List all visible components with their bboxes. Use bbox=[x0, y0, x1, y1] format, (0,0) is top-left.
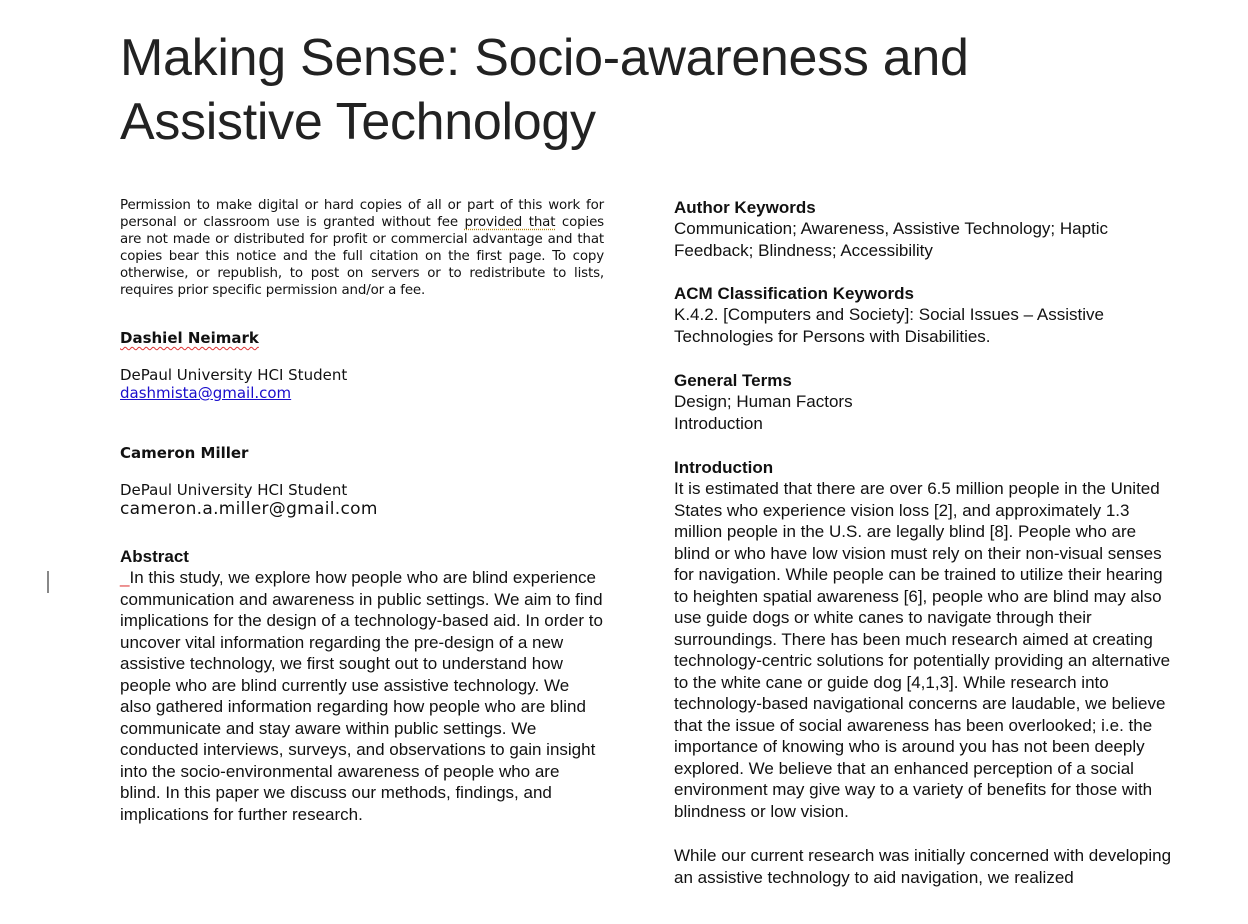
paper-title bbox=[120, 26, 1020, 154]
author-2-affiliation: DePaul University HCI Student bbox=[120, 481, 348, 499]
author-2-name: Cameron Miller bbox=[120, 444, 249, 462]
text-cursor-marker bbox=[47, 571, 49, 593]
acm-keywords-body: K.4.2. [Computers and Society]: Social Issues – Assistive Technologies for Persons with Disabilities. bbox=[674, 305, 1104, 346]
author-1-email-link[interactable]: dashmista@gmail.com bbox=[120, 384, 292, 402]
author-1-affiliation: DePaul University HCI Student bbox=[120, 366, 348, 384]
abstract-marker: _ bbox=[120, 568, 130, 587]
title-line-2: Assistive Technology bbox=[120, 93, 596, 151]
introduction-paragraph-1: It is estimated that there are over 6.5 million people in the United States who experience vision loss [2], and approximately 1.3 million people in the U.S. are legally blind [8]. People who are blind or who have low vision must rely on their non-visual senses for navigation. While people can be trained to utilize their hearing to heighten spatial awareness [6], people who are blind may also use guide dogs or white canes to navigate through their surroundings. There has been much research aimed at creating technology-centric solutions for potentially providing an alternative to the white cane or guide dog [4,1,3]. While research into technology-based navigational concerns are laudable, we believe that the issue of social awareness has been overlooked; i.e. the importance of knowing who is around you has not been deeply explored. We believe that an enhanced perception of a social environment may give way to a variety of benefits for those with blindness or low vision. bbox=[674, 479, 1171, 821]
author-keywords-heading: Author Keywords bbox=[674, 198, 816, 217]
spellcheck-flagged-name[interactable]: Dashiel Neimark bbox=[120, 329, 259, 347]
author-2-email: cameron.a.miller@gmail.com bbox=[120, 499, 378, 519]
abstract-body bbox=[120, 567, 604, 825]
author-keywords-body: Communication; Awareness, Assistive Technology; Haptic Feedback; Blindness; Accessibility bbox=[674, 219, 1109, 260]
permission-text-1: Permission to make digital or hard copies of all or part of this work for personal or classroom use is granted without fee bbox=[120, 198, 604, 230]
permission-text-2: copies are not made or distributed for profit or commercial advantage and that copies bear this notice and the full citation on the first page. To copy otherwise, or republish, to post on servers or to redistribute to lists, requires prior specific permission and/or a fee. bbox=[120, 215, 604, 298]
grammar-flagged-text[interactable]: provided that bbox=[464, 215, 556, 230]
right-column bbox=[674, 197, 1174, 888]
introduction-heading: Introduction bbox=[674, 458, 774, 477]
acm-keywords-heading: ACM Classification Keywords bbox=[674, 284, 914, 303]
introduction-paragraph-2: While our current research was initially concerned with developing an assistive technology to aid navigation, we realized bbox=[674, 846, 1172, 887]
title-line-1: Making Sense: Socio-awareness and bbox=[120, 29, 969, 87]
author-1-name bbox=[120, 328, 604, 348]
left-column bbox=[120, 197, 604, 825]
abstract-text: In this study, we explore how people who are blind experience communication and awareness in public settings. We aim to find implications for the design of a technology-based aid. In order to uncover vital information regarding the pre-design of a new assistive technology, we first sought out to understand how people who are blind currently use assistive technology. We also gathered information regarding how people who are blind communicate and stay aware within public settings. We conducted interviews, surveys, and observations to gain insight into the socio-environmental awareness of people who are blind. In this paper we discuss our methods, findings, and implications for further research. bbox=[120, 568, 603, 824]
abstract-heading: Abstract bbox=[120, 547, 189, 566]
permission-notice bbox=[120, 197, 604, 299]
general-terms-line-2: Introduction bbox=[674, 413, 763, 433]
general-terms-line-1: Design; Human Factors bbox=[674, 392, 853, 411]
general-terms-heading: General Terms bbox=[674, 371, 792, 390]
